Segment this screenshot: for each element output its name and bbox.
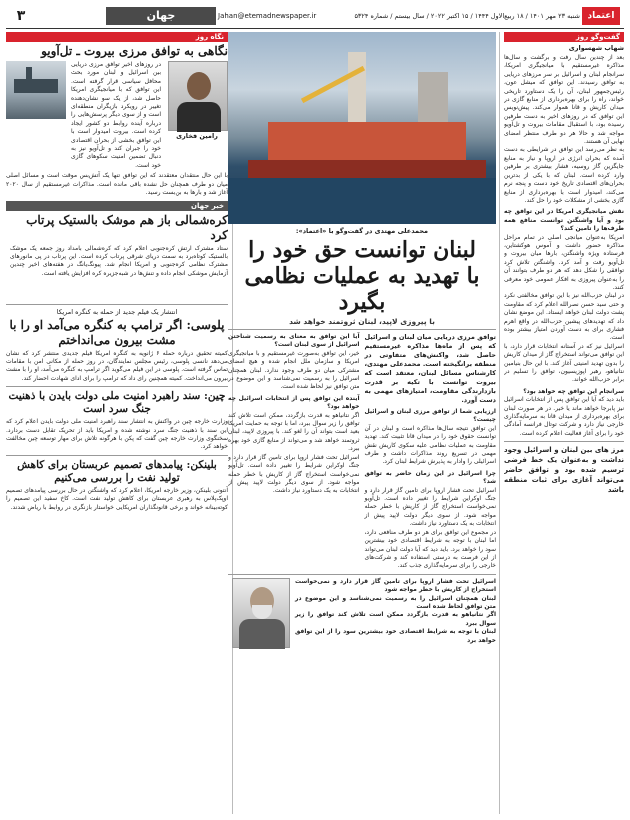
interview-question: آیا این توافق به معنای به رسمیت شناختن اسرائیل از سوی لبنان است؟ [228,333,360,349]
rig-stack-shape [418,72,448,124]
interview-answer: اسرائیل تحت فشار اروپا برای تامین گاز قرار دارد و جنگ اوکراین شرایط را تغییر داده است. تل‌آویو نمی‌خواست استخراج گاز از کاریش با خطر حمله مواجه شود. از سوی دیگر دولت لاپید پیش از انتخابات به یک دستاورد نیاز داشت. [364,486,496,528]
sea-shape [228,178,496,224]
interviewee-photo [232,578,290,648]
section-kicker: نگاه روز [6,32,228,42]
interview-column [504,32,624,814]
quote-box [228,578,496,648]
story-headline: کره‌شمالی باز هم موشک بالستیک پرتاب کرد [26,212,228,242]
rig-hull-shape [248,160,486,178]
quote-bullet: لبنان همچنان اسرائیل را به رسمیت نمی‌شناسد و این موضوع در متن توافق لحاظ شده است [295,594,496,610]
interview-answer: این توافق نتیجه سال‌ها مذاکره است و لبنان در آن توانست حقوق خود را در میدان قانا تثبیت کند. تهدید مقاومت به عملیات نظامی علیه سکوی کاریش نقش مهمی در تسریع روند مذاکرات داشت و طرف اسرائیلی را وادار به پذیرش شرایط لبنان کرد. [364,424,496,466]
column-paragraph: امریکا به‌عنوان میانجی اصلی در تمام مراحل مذاکره حضور داشت و آموس هوکشتاین، فرستاده ویژه واشنگتن، بارها میان بیروت و تل‌آویو رفت و آمد کرد. واشنگتن تلاش کرد توافقی را شکل دهد که هر دو طرف بتوانند آن را به‌عنوان پیروزی به افکار عمومی خود معرفی کنند. [504,233,624,291]
interview-question: ارزیابی شما از توافق مرزی لبنان و اسرائیل چیست؟ [364,408,496,424]
quote-bullet: اگر نتانیاهو به قدرت بازگردد ممکن است تلاش کند توافق را زیر سوال ببرد [295,611,496,627]
interview-question: آینده این توافق پس از انتخابات اسرائیل چه خواهد بود؟ [228,394,360,411]
photo-structure-shape [14,79,58,93]
column-paragraph: به نظر می‌رسد این توافق در شرایطی به دست آمده که بحران انرژی در اروپا و نیاز به منابع جایگزین گاز روسیه، فشار بیشتری بر طرفین وارد کرده است. لبنان که با یکی از بدترین بحران‌های اقتصادی تاریخ خود دست و پنجه نرم می‌کند، امیدوار است با بهره‌برداری از منابع گازی بخشی از مشکلات خود را حل کند. [504,146,624,204]
column-kicker: گفت‌وگو روز [504,32,624,42]
story-headline: نگاهی به توافق مرزی بیروت ـ تل‌آویو [41,44,228,58]
column-author: شهاب شهسواری [568,44,624,52]
story-headline: چین: سند راهبرد امنیت ملی دولت بایدن با ذهنیت جنگ سرد است [8,390,226,416]
story-body: ستاد مشترک ارتش کره‌جنوبی اعلام کرد که کره‌شمالی بامداد روز جمعه یک موشک بالستیک کوتاه‌برد به سمت دریای شرقی پرتاب کرده است. این پرتاب در پی مانورهای مشترک نظامی کره‌جنوبی و امریکا انجام شد. پیونگ‌یانگ در هفته‌های اخیر چندین آزمایش موشکی انجام داده و تنش‌ها در شبه‌جزیره کره افزایش یافته است. [10,244,228,277]
gas-rig-photo [228,32,496,224]
divider [6,386,228,387]
story-photo-box [6,61,66,170]
section-title: جهان [106,7,216,25]
column-paragraph: بعد از چندین سال رفت و برگشت و سال‌ها مذاکره غیرمستقیم با میانجیگری امریکا، سرانجام لبنان و اسرائیل بر سر مرزهای دریایی به توافق رسیدند. این توافق که میشل عون، رئیس‌جمهور لبنان، آن را یک دستاورد تاریخی خواند، راه را برای بهره‌برداری از منابع گازی در میدان کاریش و قانا هموار می‌کند. پیش‌نویس این توافق که در روزهای اخیر به دست طرفین رسیده بود، با استقبال مقامات بیروت و تل‌آویو مواجه شد و حالا هر دو طرف منتظر امضای نهایی آن هستند. [504,54,624,146]
divider [504,441,624,442]
author-box [166,61,228,170]
story-kicker: محمدعلی مهتدی در گفت‌وگو با «اعتماد»: [295,227,429,235]
main-subheadline: با پیروزی لاپید، لبنان ثروتمند خواهد شد [289,317,435,326]
section-kicker: خبر جهان [6,201,228,211]
photo-torso-shape [177,102,221,132]
page-number: ۳ [16,8,26,24]
photo-torso-shape [239,619,285,649]
divider [228,329,496,330]
pull-quote: مرز های بین لبنان و اسرائیل وجود نداشت و به‌عنوان یک خط فرضی ترسیم شده بود و توافق حاضر می‌تواند آغازی برای ثبات منطقه باشد [504,446,624,495]
story-body: وزارت خارجه چین در واکنش به انتشار سند راهبرد امنیت ملی دولت بایدن اعلام کرد که این سند با ذهنیت جنگ سرد نوشته شده و امریکا باید از تحریک تقابل دست بردارد. سخنگوی وزارت خارجه چین گفت که پکن با هرگونه تلاش برای مهار توسعه چین مخالفت خواهد کرد. [6,418,228,451]
story-headline: پلوسی: اگر ترامپ به کنگره می‌آمد او را با مشت بیرون می‌انداختم [9,317,225,347]
interview-answer: خیر، این توافق به‌صورت غیرمستقیم و با میانجیگری امریکا و سازمان ملل انجام شده و هیچ امضای مشترکی میان دو طرف وجود ندارد. لبنان همچنان اسرائیل را به رسمیت نمی‌شناسد و این موضوع در متن توافق نیز لحاظ شده است. [228,349,360,391]
photo-head-shape [187,72,211,100]
main-headline-line-2: با تهدید به عملیات نظامی بگیرد [244,263,480,315]
column-paragraph: اسرائیل نیز که در آستانه انتخابات قرار دارد، با این توافق می‌تواند استخراج گاز از میدان کاریش را بدون تهدید امنیتی آغاز کند. با این حال بنیامین نتانیاهو، رهبر اپوزیسیون، توافق را تسلیم در برابر حزب‌الله خواند. [504,342,624,384]
divider [6,455,228,456]
main-headline-line-1: لبنان توانست حق خود را [248,237,476,263]
interview-question: چرا اسرائیل در این زمان حاضر به توافق شد؟ [364,469,496,486]
dateline: شنبه ۲۳ مهر ۱۴۰۱ / ۱۸ ربیع‌الاول ۱۴۴۴ / ۱۵ اکتبر ۲۰۲۲ / سال بیستم / شماره ۵۳۲۴ [354,12,580,20]
photo-structure-shape [26,67,32,81]
story-body: با این حال منتقدان معتقدند که این توافق تنها یک آتش‌بس موقت است و مسائل اصلی میان دو طرف همچنان حل نشده باقی مانده است. مذاکرات غیرمستقیم از سال ۲۰۲۰ آغاز شد و بارها به بن‌بست رسید. [6,172,228,197]
column-paragraph: باید دید که آیا این توافق پس از انتخابات اسرائیل نیز پابرجا خواهد ماند یا خیر. در هر صورت لبنان برای بهره‌برداری از میدان قانا به سرمایه‌گذاری خارجی نیاز دارد و شرکت توتال فرانسه آمادگی خود را برای آغاز فعالیت اعلام کرده است. [504,396,624,437]
newspaper-logo: اعتماد [582,7,620,25]
story-body: در روزهای اخیر توافق مرزی دریایی بین اسرائیل و لبنان مورد بحث محافل سیاسی قرار گرفته است. این توافق که با میانجیگری امریکا حاصل شد، از یک سو نشان‌دهنده تغییر در رویکرد بازیگران منطقه‌ای است و از سوی دیگر پرسش‌هایی را درباره آینده روابط دو کشور ایجاد کرده است. بیروت امیدوار است با این توافق بخشی از بحران اقتصادی خود را جبران کند و تل‌آویو نیز به دنبال تضمین امنیت سکوهای گازی خود است. [71,61,161,169]
story-body: کمیته تحقیق درباره حمله ۶ ژانویه به کنگره امریکا فیلم جدیدی منتشر کرد که نشان می‌دهد نانسی پلوسی، رئیس مجلس نمایندگان، در روز حمله از مکانی امن با مقامات تماس گرفته است. پلوسی در این فیلم می‌گوید اگر ترامپ به کنگره می‌آمد، او را با مشت بیرون می‌انداخت. کمیته همچنین رای داد که ترامپ را برای ادای شهادت احضار کند. [6,349,228,382]
page-header [6,6,624,26]
story-body: آنتونی بلینکن، وزیر خارجه امریکا، اعلام کرد که واشنگتن در حال بررسی پیامدهای تصمیم اوپک‌پلاس به رهبری عربستان برای کاهش تولید نفت است. کاخ سفید این تصمیم را کوته‌بینانه خواند و برخی قانونگذاران امریکایی خواستار بازنگری در روابط با ریاض شدند. [6,486,228,511]
interview-question: سرانجام این توافق چه خواهد بود؟ [523,387,624,395]
offshore-photo [6,61,66,119]
interview-answer: اگر نتانیاهو به قدرت بازگردد، ممکن است تلاش کند توافق را زیر سوال ببرد، اما با توجه به حمایت امریکا بعید است بتواند آن را لغو کند. با پیروزی لاپید، لبنان ثروتمند خواهد شد و می‌تواند از منابع گازی خود بهره ببرد. [228,411,360,453]
main-story [228,32,496,814]
world-news-column [6,32,228,814]
story-headline: بلینکن: پیامدهای تصمیم عربستان برای کاهش تولید نفت را بررسی می‌کنیم [17,458,217,484]
column-divider [499,32,500,814]
story-1-block [6,61,228,170]
interview-answer: اسرائیل تحت فشار اروپا برای تامین گاز قرار دارد و جنگ اوکراین شرایط را تغییر داده است. تل‌آویو نمی‌خواست استخراج گاز از کاریش با خطر حمله مواجه شود. از سوی دیگر دولت لاپید پیش از انتخابات به یک دستاورد نیاز داشت. [228,453,360,495]
quote-bullet: اسرائیل تحت فشار اروپا برای تامین گاز قرار دارد و نمی‌خواست استخراج از کاریش با خطر مواجه شود [295,577,496,594]
section-email: Jahan@etemadnewspaper.ir [218,12,317,20]
interview-body [228,333,496,571]
divider [228,574,496,575]
divider [6,304,228,305]
photo-beard-shape [252,605,272,619]
rig-tower-shape [348,52,366,124]
header-rule [6,28,624,29]
author-name: رامین فخاری [176,132,218,140]
interview-answer: در مجموع این توافق برای هر دو طرف منافعی دارد، اما لبنان با توجه به شرایط اقتصادی خود بیشترین سود را خواهد برد. باید دید که آیا دولت لبنان می‌تواند از این فرصت به درستی استفاده کند و شرکت‌های خارجی را برای سرمایه‌گذاری جذب کند. [364,528,496,570]
rig-deck-shape [268,122,466,162]
story-intro: توافق مرزی دریایی میان لبنان و اسرائیل که پس از ماه‌ها مذاکره غیرمستقیم حاصل شد، واکنش‌های متفاوتی در منطقه برانگیخته است. محمدعلی مهتدی، کارشناس مسائل لبنان، معتقد است که بیروت توانست با تکیه بر قدرت بازدارندگی مقاومت، امتیازهای مهمی به دست آورد. [364,333,496,404]
story-2-body [6,245,228,301]
quote-bullet: لبنان با توجه به شرایط اقتصادی خود بیشترین سود را از این توافق خواهد برد [295,628,496,644]
author-photo [168,61,228,131]
column-paragraph: در لبنان حزب‌الله نیز با این توافق مخالفتی نکرد و حتی سید حسن نصرالله اعلام کرد که مقاومت پشت دولت لبنان خواهد ایستاد. این موضع نشان داد که تهدیدهای پیشین حزب‌الله در واقع اهرم فشاری برای به دست آوردن امتیاز بیشتر بوده است. [504,292,624,342]
interview-question: نقش میانجیگری امریکا در این توافق چه بود و آیا واشنگتن توانست منافع همه طرف‌ها را تامین کند؟ [504,208,624,233]
story-kicker: انتشار یک فیلم جدید از حمله به کنگره امریکا [56,307,178,316]
